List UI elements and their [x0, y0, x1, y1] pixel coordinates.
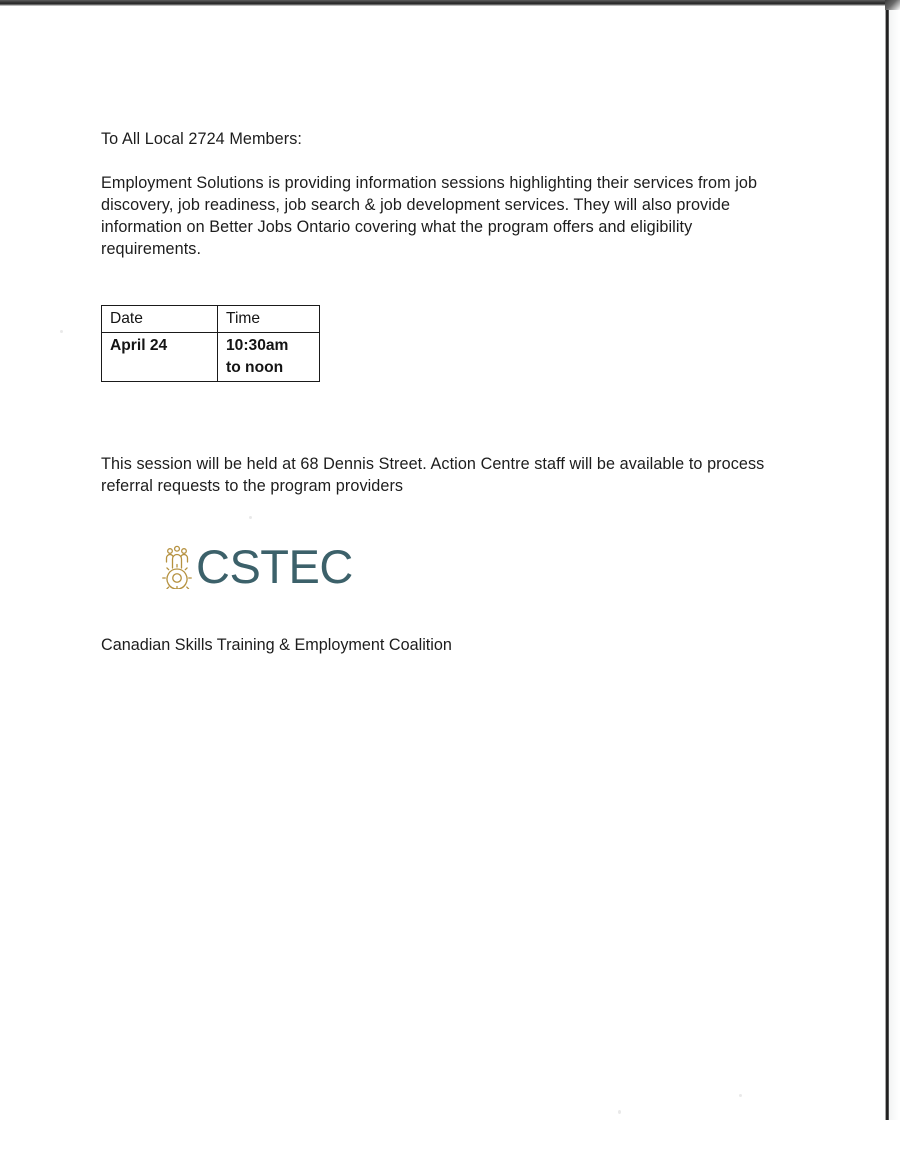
cstec-logo	[160, 538, 353, 596]
scan-edge-right-fade	[889, 0, 900, 1120]
table-cell-time-line-1: 10:30am	[226, 337, 289, 354]
salutation-line: To All Local 2724 Members:	[101, 130, 302, 149]
scan-speck	[739, 1094, 742, 1097]
schedule-table-container	[101, 305, 320, 382]
table-header-date: Date	[102, 306, 218, 333]
organization-name: Canadian Skills Training & Employment Coalition	[101, 636, 452, 655]
gear-with-people-icon	[160, 545, 194, 589]
scan-speck	[60, 330, 63, 333]
schedule-table	[101, 305, 320, 382]
table-row	[102, 333, 320, 382]
scan-edge-right	[885, 0, 889, 1120]
table-header-row	[102, 306, 320, 333]
table-header-time: Time	[218, 306, 320, 333]
venue-paragraph: This session will be held at 68 Dennis Street. Action Centre staff will be available to process referral requests to the program providers	[101, 455, 765, 496]
table-cell-time	[218, 333, 320, 382]
table-cell-date: April 24	[102, 333, 218, 382]
scan-corner-artifact	[885, 0, 900, 10]
scan-speck	[618, 1110, 621, 1114]
scan-speck	[249, 516, 252, 519]
cstec-wordmark: CSTEC	[196, 539, 353, 593]
scan-edge-top	[0, 0, 900, 6]
table-cell-time-line-2: to noon	[226, 359, 284, 376]
intro-paragraph: Employment Solutions is providing information sessions highlighting their services from job discovery, job readiness, job search & job development services. They will also provide information on Better Jobs Ontario covering what the program offers and eligibility requirements.	[101, 174, 758, 259]
